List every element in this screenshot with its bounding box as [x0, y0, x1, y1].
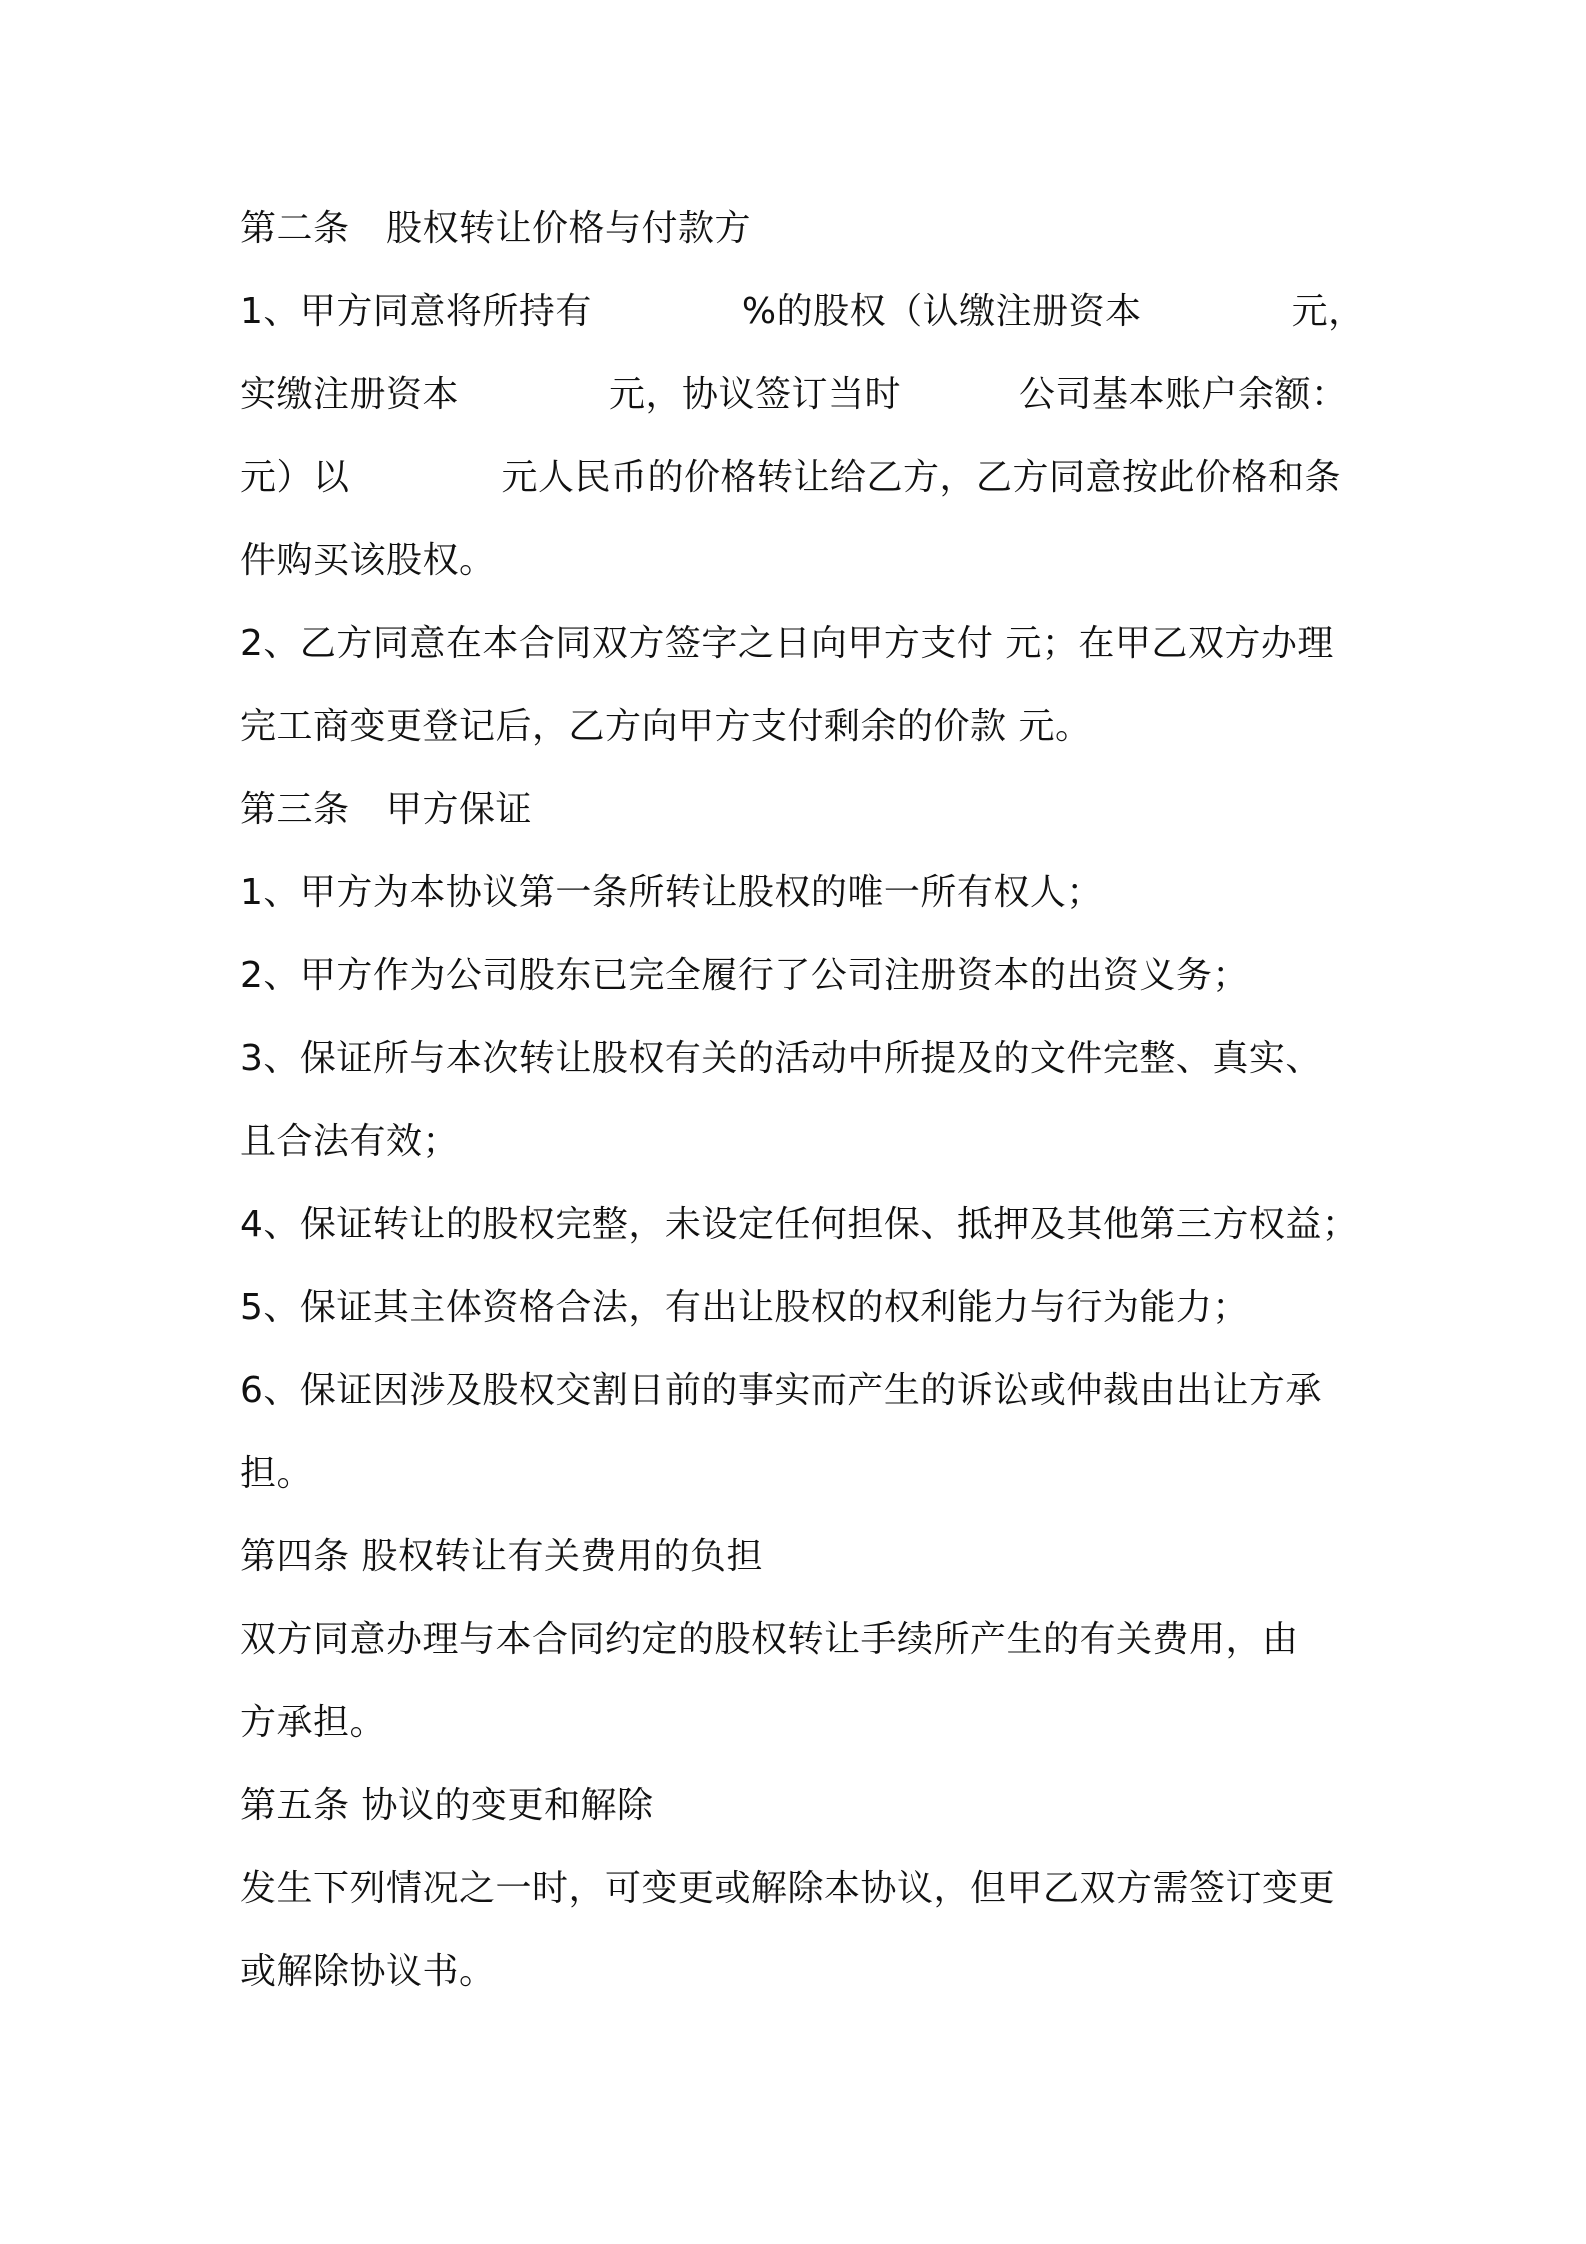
- article-3-item-2: 2、甲方作为公司股东已完全履行了公司注册资本的出资义务；: [240, 955, 1249, 996]
- article-3-item-3-line-1: 3、保证所与本次转让股权有关的活动中所提及的文件完整、真实、: [240, 1038, 1322, 1079]
- clause-text: 实缴注册资本: [240, 374, 460, 415]
- clause-text: 1、甲方同意将所持有: [240, 291, 592, 332]
- clause-text: 元）以: [240, 457, 350, 498]
- article-3-item-5: 5、保证其主体资格合法，有出让股权的权利能力与行为能力；: [240, 1287, 1249, 1328]
- article-2-clause-1-line-2: [240, 373, 1348, 417]
- article-3-item-6-line-2: 担。: [240, 1453, 314, 1494]
- article-2-clause-2-line-2: 完工商变更登记后，乙方向甲方支付剩余的价款 元。: [240, 706, 1092, 747]
- article-4-body-line-2: 方承担。: [240, 1702, 387, 1743]
- article-4-body-line-1: 双方同意办理与本合同约定的股权转让手续所产生的有关费用，由: [240, 1619, 1299, 1660]
- clause-text: 元人民币的价格转让给乙方，乙方同意按此价格和条: [501, 457, 1342, 498]
- article-3-item-3-line-2: 且合法有效；: [240, 1121, 460, 1162]
- article-2-clause-2-line-1: 2、乙方同意在本合同双方签字之日向甲方支付 元；在甲乙双方办理: [240, 623, 1334, 664]
- article-3-item-4: 4、保证转让的股权完整，未设定任何担保、抵押及其他第三方权益；: [240, 1204, 1359, 1245]
- clause-text: 元，协议签订当时: [609, 374, 902, 415]
- article-2-clause-1-line-3: [240, 456, 1341, 500]
- clause-text: %的股权（认缴注册资本: [741, 291, 1142, 332]
- article-3-item-1: 1、甲方为本协议第一条所转让股权的唯一所有权人；: [240, 872, 1103, 913]
- clause-text: 元，: [1291, 291, 1365, 332]
- clause-text: 公司基本账户余额：: [1019, 374, 1348, 415]
- article-2-heading: 第二条 股权转让价格与付款方: [240, 208, 752, 249]
- article-3-heading: 第三条 甲方保证: [240, 789, 533, 830]
- article-2-clause-1-line-4: 件购买该股权。: [240, 540, 496, 581]
- article-5-body-line-1: 发生下列情况之一时，可变更或解除本协议，但甲乙双方需签订变更: [240, 1868, 1336, 1909]
- article-2-clause-1-line-1: [240, 290, 1365, 334]
- article-4-heading: 第四条 股权转让有关费用的负担: [240, 1536, 763, 1577]
- article-5-body-line-2: 或解除协议书。: [240, 1951, 496, 1992]
- article-5-heading: 第五条 协议的变更和解除: [240, 1785, 654, 1826]
- article-3-item-6-line-1: 6、保证因涉及股权交割日前的事实而产生的诉讼或仲裁由出让方承: [240, 1370, 1322, 1411]
